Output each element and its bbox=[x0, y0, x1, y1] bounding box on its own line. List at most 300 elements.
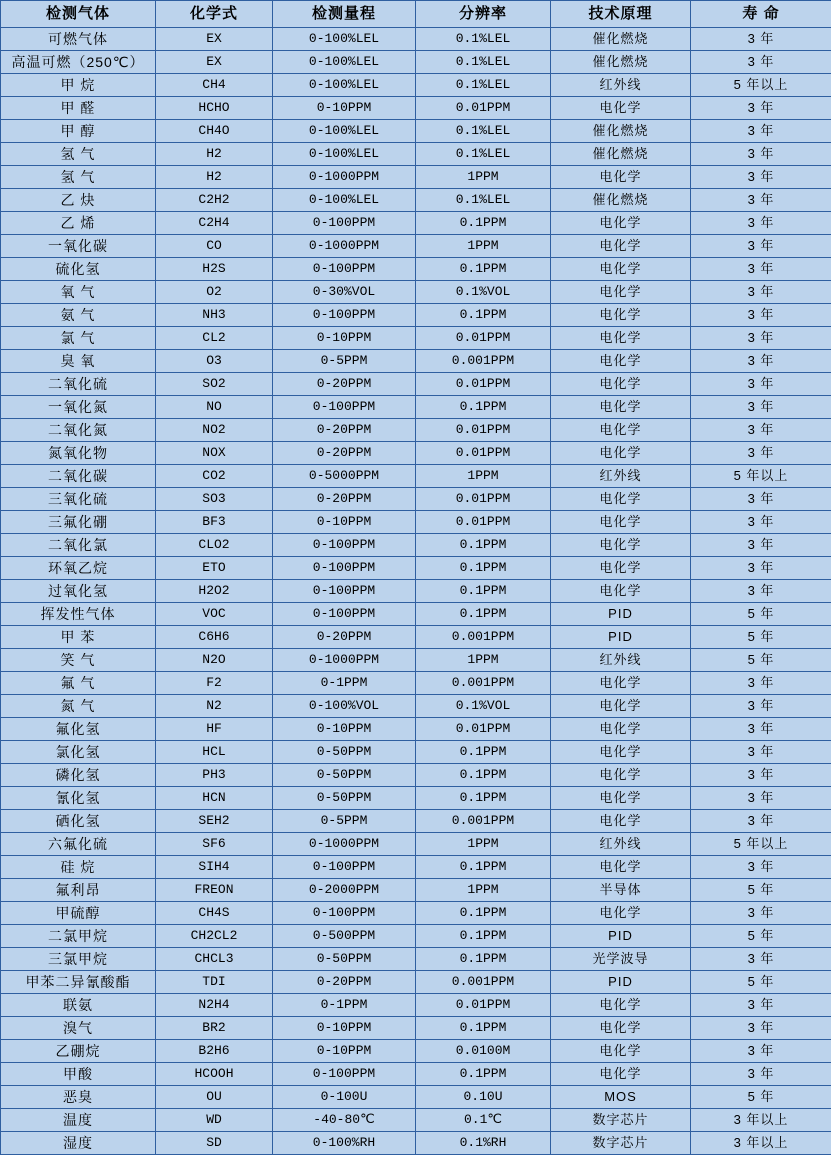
cell-resolution: 0.1%LEL bbox=[416, 120, 551, 143]
cell-lifespan: 3 年 bbox=[691, 810, 831, 833]
cell-technology: 电化学 bbox=[551, 1063, 691, 1086]
cell-resolution: 0.1%LEL bbox=[416, 28, 551, 51]
table-row bbox=[1, 580, 831, 603]
cell-resolution: 1PPM bbox=[416, 649, 551, 672]
cell-lifespan: 3 年 bbox=[691, 442, 831, 465]
cell-gas-name: 硫化氢 bbox=[1, 258, 156, 281]
cell-chemical-formula: SIH4 bbox=[156, 856, 273, 879]
table-row bbox=[1, 304, 831, 327]
cell-gas-name: 氮 气 bbox=[1, 695, 156, 718]
cell-lifespan: 3 年 bbox=[691, 511, 831, 534]
cell-resolution: 0.01PPM bbox=[416, 419, 551, 442]
cell-technology: 催化燃烧 bbox=[551, 189, 691, 212]
cell-technology: 电化学 bbox=[551, 580, 691, 603]
cell-detection-range: 0-100PPM bbox=[273, 534, 416, 557]
column-header-detection-range: 检测量程 bbox=[273, 1, 416, 28]
table-row bbox=[1, 948, 831, 971]
table-row bbox=[1, 488, 831, 511]
cell-detection-range: 0-100PPM bbox=[273, 258, 416, 281]
cell-technology: 催化燃烧 bbox=[551, 51, 691, 74]
cell-chemical-formula: C2H4 bbox=[156, 212, 273, 235]
cell-technology: 电化学 bbox=[551, 373, 691, 396]
cell-gas-name: 溴气 bbox=[1, 1017, 156, 1040]
cell-technology: 电化学 bbox=[551, 304, 691, 327]
cell-lifespan: 3 年 bbox=[691, 419, 831, 442]
cell-lifespan: 5 年以上 bbox=[691, 74, 831, 97]
cell-technology: 红外线 bbox=[551, 833, 691, 856]
cell-resolution: 0.1PPM bbox=[416, 764, 551, 787]
cell-chemical-formula: CHCL3 bbox=[156, 948, 273, 971]
cell-chemical-formula: CH2CL2 bbox=[156, 925, 273, 948]
cell-chemical-formula: C6H6 bbox=[156, 626, 273, 649]
cell-lifespan: 3 年 bbox=[691, 580, 831, 603]
cell-lifespan: 3 年 bbox=[691, 695, 831, 718]
cell-resolution: 0.1PPM bbox=[416, 856, 551, 879]
cell-gas-name: 甲 醛 bbox=[1, 97, 156, 120]
cell-detection-range: 0-1PPM bbox=[273, 672, 416, 695]
cell-lifespan: 3 年 bbox=[691, 51, 831, 74]
cell-technology: 电化学 bbox=[551, 97, 691, 120]
cell-lifespan: 3 年 bbox=[691, 350, 831, 373]
cell-gas-name: 氯 气 bbox=[1, 327, 156, 350]
cell-detection-range: 0-100PPM bbox=[273, 212, 416, 235]
cell-gas-name: 六氟化硫 bbox=[1, 833, 156, 856]
cell-detection-range: 0-100PPM bbox=[273, 856, 416, 879]
cell-gas-name: 甲 苯 bbox=[1, 626, 156, 649]
cell-gas-name: 硅 烷 bbox=[1, 856, 156, 879]
table-row bbox=[1, 994, 831, 1017]
cell-detection-range: 0-1PPM bbox=[273, 994, 416, 1017]
cell-lifespan: 3 年 bbox=[691, 534, 831, 557]
table-row bbox=[1, 419, 831, 442]
table-row bbox=[1, 120, 831, 143]
cell-resolution: 0.01PPM bbox=[416, 718, 551, 741]
cell-gas-name: 二氧化氮 bbox=[1, 419, 156, 442]
cell-detection-range: 0-10PPM bbox=[273, 1017, 416, 1040]
cell-chemical-formula: FREON bbox=[156, 879, 273, 902]
cell-detection-range: 0-10PPM bbox=[273, 327, 416, 350]
cell-gas-name: 硒化氢 bbox=[1, 810, 156, 833]
table-row bbox=[1, 879, 831, 902]
table-row bbox=[1, 143, 831, 166]
cell-lifespan: 5 年以上 bbox=[691, 833, 831, 856]
cell-technology: 红外线 bbox=[551, 465, 691, 488]
cell-chemical-formula: WD bbox=[156, 1109, 273, 1132]
cell-resolution: 1PPM bbox=[416, 465, 551, 488]
table-row bbox=[1, 396, 831, 419]
cell-lifespan: 3 年 bbox=[691, 994, 831, 1017]
cell-chemical-formula: F2 bbox=[156, 672, 273, 695]
cell-lifespan: 5 年 bbox=[691, 603, 831, 626]
cell-lifespan: 3 年 bbox=[691, 741, 831, 764]
cell-technology: 数字芯片 bbox=[551, 1132, 691, 1155]
cell-lifespan: 3 年 bbox=[691, 143, 831, 166]
cell-chemical-formula: NH3 bbox=[156, 304, 273, 327]
cell-technology: 电化学 bbox=[551, 488, 691, 511]
cell-gas-name: 一氧化氮 bbox=[1, 396, 156, 419]
cell-lifespan: 5 年 bbox=[691, 879, 831, 902]
cell-detection-range: 0-100%LEL bbox=[273, 143, 416, 166]
cell-technology: 电化学 bbox=[551, 856, 691, 879]
cell-technology: MOS bbox=[551, 1086, 691, 1109]
cell-gas-name: 挥发性气体 bbox=[1, 603, 156, 626]
cell-detection-range: 0-100%LEL bbox=[273, 74, 416, 97]
cell-chemical-formula: N2O bbox=[156, 649, 273, 672]
cell-resolution: 1PPM bbox=[416, 166, 551, 189]
cell-chemical-formula: TDI bbox=[156, 971, 273, 994]
cell-gas-name: 恶臭 bbox=[1, 1086, 156, 1109]
cell-technology: 电化学 bbox=[551, 442, 691, 465]
table-row bbox=[1, 557, 831, 580]
cell-chemical-formula: HF bbox=[156, 718, 273, 741]
cell-lifespan: 3 年 bbox=[691, 787, 831, 810]
cell-lifespan: 3 年 bbox=[691, 373, 831, 396]
cell-technology: 光学波导 bbox=[551, 948, 691, 971]
cell-detection-range: 0-100PPM bbox=[273, 580, 416, 603]
cell-technology: 电化学 bbox=[551, 557, 691, 580]
cell-gas-name: 氢 气 bbox=[1, 166, 156, 189]
cell-detection-range: 0-30%VOL bbox=[273, 281, 416, 304]
cell-detection-range: 0-100PPM bbox=[273, 396, 416, 419]
table-row bbox=[1, 442, 831, 465]
cell-gas-name: 乙硼烷 bbox=[1, 1040, 156, 1063]
cell-chemical-formula: PH3 bbox=[156, 764, 273, 787]
cell-lifespan: 3 年 bbox=[691, 557, 831, 580]
cell-resolution: 0.001PPM bbox=[416, 971, 551, 994]
cell-lifespan: 5 年 bbox=[691, 925, 831, 948]
cell-resolution: 0.01PPM bbox=[416, 994, 551, 1017]
cell-chemical-formula: CO2 bbox=[156, 465, 273, 488]
cell-gas-name: 联氨 bbox=[1, 994, 156, 1017]
cell-resolution: 0.1PPM bbox=[416, 925, 551, 948]
cell-gas-name: 氟 气 bbox=[1, 672, 156, 695]
cell-technology: PID bbox=[551, 603, 691, 626]
cell-technology: 电化学 bbox=[551, 672, 691, 695]
cell-chemical-formula: SD bbox=[156, 1132, 273, 1155]
cell-resolution: 0.1PPM bbox=[416, 1063, 551, 1086]
cell-gas-name: 乙 烯 bbox=[1, 212, 156, 235]
cell-gas-name: 甲 醇 bbox=[1, 120, 156, 143]
cell-resolution: 1PPM bbox=[416, 879, 551, 902]
cell-lifespan: 3 年 bbox=[691, 120, 831, 143]
table-row bbox=[1, 373, 831, 396]
cell-gas-name: 氧 气 bbox=[1, 281, 156, 304]
cell-lifespan: 3 年 bbox=[691, 1040, 831, 1063]
cell-resolution: 0.10U bbox=[416, 1086, 551, 1109]
cell-gas-name: 氮氧化物 bbox=[1, 442, 156, 465]
cell-detection-range: 0-5PPM bbox=[273, 810, 416, 833]
cell-chemical-formula: ETO bbox=[156, 557, 273, 580]
cell-resolution: 0.1PPM bbox=[416, 1017, 551, 1040]
table-row bbox=[1, 1086, 831, 1109]
cell-detection-range: 0-100%LEL bbox=[273, 51, 416, 74]
cell-technology: PID bbox=[551, 925, 691, 948]
table-row bbox=[1, 1063, 831, 1086]
table-row bbox=[1, 1017, 831, 1040]
cell-technology: 数字芯片 bbox=[551, 1109, 691, 1132]
table-row bbox=[1, 626, 831, 649]
cell-gas-name: 温度 bbox=[1, 1109, 156, 1132]
table-row bbox=[1, 810, 831, 833]
cell-detection-range: 0-100%LEL bbox=[273, 189, 416, 212]
cell-lifespan: 3 年 bbox=[691, 764, 831, 787]
cell-chemical-formula: SF6 bbox=[156, 833, 273, 856]
table-row bbox=[1, 235, 831, 258]
cell-technology: 电化学 bbox=[551, 327, 691, 350]
cell-lifespan: 3 年 bbox=[691, 948, 831, 971]
cell-technology: 红外线 bbox=[551, 649, 691, 672]
cell-technology: 电化学 bbox=[551, 902, 691, 925]
cell-gas-name: 湿度 bbox=[1, 1132, 156, 1155]
cell-gas-name: 环氧乙烷 bbox=[1, 557, 156, 580]
cell-resolution: 0.1%VOL bbox=[416, 281, 551, 304]
cell-lifespan: 3 年 bbox=[691, 488, 831, 511]
cell-gas-name: 氯化氢 bbox=[1, 741, 156, 764]
cell-resolution: 0.1PPM bbox=[416, 580, 551, 603]
cell-lifespan: 3 年 bbox=[691, 856, 831, 879]
table-row bbox=[1, 902, 831, 925]
cell-gas-name: 二氧化碳 bbox=[1, 465, 156, 488]
cell-chemical-formula: H2S bbox=[156, 258, 273, 281]
cell-chemical-formula: CO bbox=[156, 235, 273, 258]
table-row bbox=[1, 741, 831, 764]
cell-lifespan: 5 年 bbox=[691, 1086, 831, 1109]
cell-technology: 电化学 bbox=[551, 695, 691, 718]
cell-resolution: 0.1PPM bbox=[416, 557, 551, 580]
cell-technology: 电化学 bbox=[551, 281, 691, 304]
table-row bbox=[1, 28, 831, 51]
cell-resolution: 0.1%LEL bbox=[416, 189, 551, 212]
cell-lifespan: 5 年 bbox=[691, 626, 831, 649]
table-body bbox=[1, 28, 831, 1155]
cell-detection-range: 0-100PPM bbox=[273, 557, 416, 580]
cell-chemical-formula: SEH2 bbox=[156, 810, 273, 833]
cell-technology: 电化学 bbox=[551, 166, 691, 189]
table-row bbox=[1, 925, 831, 948]
cell-lifespan: 3 年 bbox=[691, 212, 831, 235]
cell-technology: 电化学 bbox=[551, 258, 691, 281]
cell-detection-range: 0-20PPM bbox=[273, 442, 416, 465]
cell-gas-name: 高温可燃（250℃） bbox=[1, 51, 156, 74]
cell-resolution: 0.1PPM bbox=[416, 258, 551, 281]
cell-lifespan: 3 年 bbox=[691, 189, 831, 212]
cell-gas-name: 甲 烷 bbox=[1, 74, 156, 97]
cell-technology: 电化学 bbox=[551, 994, 691, 1017]
table-row bbox=[1, 695, 831, 718]
cell-resolution: 0.001PPM bbox=[416, 626, 551, 649]
cell-lifespan: 3 年 bbox=[691, 1017, 831, 1040]
table-row bbox=[1, 281, 831, 304]
table-row bbox=[1, 74, 831, 97]
cell-lifespan: 3 年 bbox=[691, 28, 831, 51]
cell-gas-name: 三氟化硼 bbox=[1, 511, 156, 534]
cell-resolution: 0.01PPM bbox=[416, 97, 551, 120]
cell-chemical-formula: HCL bbox=[156, 741, 273, 764]
cell-chemical-formula: BF3 bbox=[156, 511, 273, 534]
cell-lifespan: 3 年以上 bbox=[691, 1132, 831, 1155]
cell-technology: 催化燃烧 bbox=[551, 143, 691, 166]
cell-lifespan: 3 年 bbox=[691, 902, 831, 925]
cell-technology: 半导体 bbox=[551, 879, 691, 902]
cell-gas-name: 三氯甲烷 bbox=[1, 948, 156, 971]
table-row bbox=[1, 327, 831, 350]
cell-gas-name: 可燃气体 bbox=[1, 28, 156, 51]
cell-chemical-formula: CH4S bbox=[156, 902, 273, 925]
cell-detection-range: 0-1000PPM bbox=[273, 833, 416, 856]
table-row bbox=[1, 649, 831, 672]
cell-resolution: 0.01PPM bbox=[416, 488, 551, 511]
cell-lifespan: 3 年 bbox=[691, 1063, 831, 1086]
cell-technology: 电化学 bbox=[551, 396, 691, 419]
cell-detection-range: 0-20PPM bbox=[273, 626, 416, 649]
cell-resolution: 0.1PPM bbox=[416, 603, 551, 626]
table-row bbox=[1, 971, 831, 994]
cell-lifespan: 3 年 bbox=[691, 672, 831, 695]
cell-resolution: 0.1PPM bbox=[416, 902, 551, 925]
cell-chemical-formula: HCN bbox=[156, 787, 273, 810]
cell-detection-range: 0-20PPM bbox=[273, 488, 416, 511]
cell-detection-range: 0-10PPM bbox=[273, 511, 416, 534]
column-header-resolution: 分辨率 bbox=[416, 1, 551, 28]
cell-resolution: 0.001PPM bbox=[416, 350, 551, 373]
cell-resolution: 0.1PPM bbox=[416, 948, 551, 971]
table-row bbox=[1, 465, 831, 488]
cell-gas-name: 甲酸 bbox=[1, 1063, 156, 1086]
cell-lifespan: 3 年 bbox=[691, 235, 831, 258]
cell-technology: 电化学 bbox=[551, 1017, 691, 1040]
cell-chemical-formula: NO2 bbox=[156, 419, 273, 442]
table-row bbox=[1, 1109, 831, 1132]
column-header-chemical-formula: 化学式 bbox=[156, 1, 273, 28]
cell-chemical-formula: CH4O bbox=[156, 120, 273, 143]
cell-lifespan: 3 年以上 bbox=[691, 1109, 831, 1132]
cell-chemical-formula: CLO2 bbox=[156, 534, 273, 557]
cell-chemical-formula: EX bbox=[156, 51, 273, 74]
cell-detection-range: 0-10PPM bbox=[273, 97, 416, 120]
cell-detection-range: 0-100%LEL bbox=[273, 120, 416, 143]
cell-technology: 催化燃烧 bbox=[551, 28, 691, 51]
cell-gas-name: 二氧化氯 bbox=[1, 534, 156, 557]
table-row bbox=[1, 764, 831, 787]
cell-chemical-formula: NOX bbox=[156, 442, 273, 465]
cell-detection-range: 0-50PPM bbox=[273, 741, 416, 764]
cell-detection-range: 0-100PPM bbox=[273, 1063, 416, 1086]
cell-chemical-formula: OU bbox=[156, 1086, 273, 1109]
table-row bbox=[1, 97, 831, 120]
cell-lifespan: 3 年 bbox=[691, 281, 831, 304]
cell-detection-range: 0-100U bbox=[273, 1086, 416, 1109]
cell-gas-name: 乙 炔 bbox=[1, 189, 156, 212]
table-row bbox=[1, 1040, 831, 1063]
table-row bbox=[1, 511, 831, 534]
cell-detection-range: 0-20PPM bbox=[273, 373, 416, 396]
cell-detection-range: -40-80℃ bbox=[273, 1109, 416, 1132]
cell-technology: 电化学 bbox=[551, 511, 691, 534]
cell-lifespan: 3 年 bbox=[691, 718, 831, 741]
column-header-gas-name: 检测气体 bbox=[1, 1, 156, 28]
cell-resolution: 0.1%LEL bbox=[416, 143, 551, 166]
cell-detection-range: 0-100%RH bbox=[273, 1132, 416, 1155]
cell-resolution: 0.1PPM bbox=[416, 741, 551, 764]
table-row bbox=[1, 534, 831, 557]
column-header-lifespan: 寿 命 bbox=[691, 1, 831, 28]
table-row bbox=[1, 212, 831, 235]
cell-lifespan: 3 年 bbox=[691, 327, 831, 350]
cell-detection-range: 0-100PPM bbox=[273, 304, 416, 327]
cell-chemical-formula: HCHO bbox=[156, 97, 273, 120]
cell-resolution: 1PPM bbox=[416, 833, 551, 856]
cell-detection-range: 0-50PPM bbox=[273, 764, 416, 787]
table-row bbox=[1, 672, 831, 695]
cell-chemical-formula: N2 bbox=[156, 695, 273, 718]
cell-detection-range: 0-20PPM bbox=[273, 971, 416, 994]
cell-chemical-formula: HCOOH bbox=[156, 1063, 273, 1086]
cell-gas-name: 三氧化硫 bbox=[1, 488, 156, 511]
cell-detection-range: 0-5PPM bbox=[273, 350, 416, 373]
cell-chemical-formula: BR2 bbox=[156, 1017, 273, 1040]
cell-resolution: 0.1%LEL bbox=[416, 74, 551, 97]
cell-technology: 电化学 bbox=[551, 350, 691, 373]
table-row bbox=[1, 350, 831, 373]
cell-resolution: 0.1PPM bbox=[416, 534, 551, 557]
cell-resolution: 0.1PPM bbox=[416, 212, 551, 235]
cell-detection-range: 0-2000PPM bbox=[273, 879, 416, 902]
cell-chemical-formula: O2 bbox=[156, 281, 273, 304]
table-row bbox=[1, 258, 831, 281]
cell-chemical-formula: VOC bbox=[156, 603, 273, 626]
cell-resolution: 1PPM bbox=[416, 235, 551, 258]
cell-gas-name: 磷化氢 bbox=[1, 764, 156, 787]
cell-gas-name: 氢 气 bbox=[1, 143, 156, 166]
cell-detection-range: 0-100PPM bbox=[273, 902, 416, 925]
cell-resolution: 0.1PPM bbox=[416, 304, 551, 327]
cell-technology: 电化学 bbox=[551, 235, 691, 258]
cell-resolution: 0.1%LEL bbox=[416, 51, 551, 74]
cell-resolution: 0.1℃ bbox=[416, 1109, 551, 1132]
cell-gas-name: 甲硫醇 bbox=[1, 902, 156, 925]
cell-resolution: 0.01PPM bbox=[416, 373, 551, 396]
table-row bbox=[1, 856, 831, 879]
cell-lifespan: 5 年 bbox=[691, 649, 831, 672]
table-row bbox=[1, 787, 831, 810]
cell-detection-range: 0-1000PPM bbox=[273, 649, 416, 672]
cell-detection-range: 0-10PPM bbox=[273, 718, 416, 741]
table-row bbox=[1, 166, 831, 189]
cell-gas-name: 过氧化氢 bbox=[1, 580, 156, 603]
column-header-technology: 技术原理 bbox=[551, 1, 691, 28]
cell-technology: 电化学 bbox=[551, 764, 691, 787]
cell-chemical-formula: EX bbox=[156, 28, 273, 51]
cell-chemical-formula: N2H4 bbox=[156, 994, 273, 1017]
table-header-row bbox=[1, 1, 831, 28]
cell-gas-name: 氰化氢 bbox=[1, 787, 156, 810]
cell-detection-range: 0-50PPM bbox=[273, 787, 416, 810]
cell-technology: 红外线 bbox=[551, 74, 691, 97]
cell-detection-range: 0-5000PPM bbox=[273, 465, 416, 488]
cell-technology: 电化学 bbox=[551, 534, 691, 557]
cell-lifespan: 3 年 bbox=[691, 166, 831, 189]
cell-resolution: 0.01PPM bbox=[416, 511, 551, 534]
cell-gas-name: 一氧化碳 bbox=[1, 235, 156, 258]
cell-chemical-formula: H2 bbox=[156, 143, 273, 166]
cell-chemical-formula: H2O2 bbox=[156, 580, 273, 603]
cell-chemical-formula: C2H2 bbox=[156, 189, 273, 212]
cell-technology: 电化学 bbox=[551, 718, 691, 741]
cell-lifespan: 3 年 bbox=[691, 396, 831, 419]
cell-chemical-formula: SO2 bbox=[156, 373, 273, 396]
table-row bbox=[1, 718, 831, 741]
cell-technology: 电化学 bbox=[551, 787, 691, 810]
